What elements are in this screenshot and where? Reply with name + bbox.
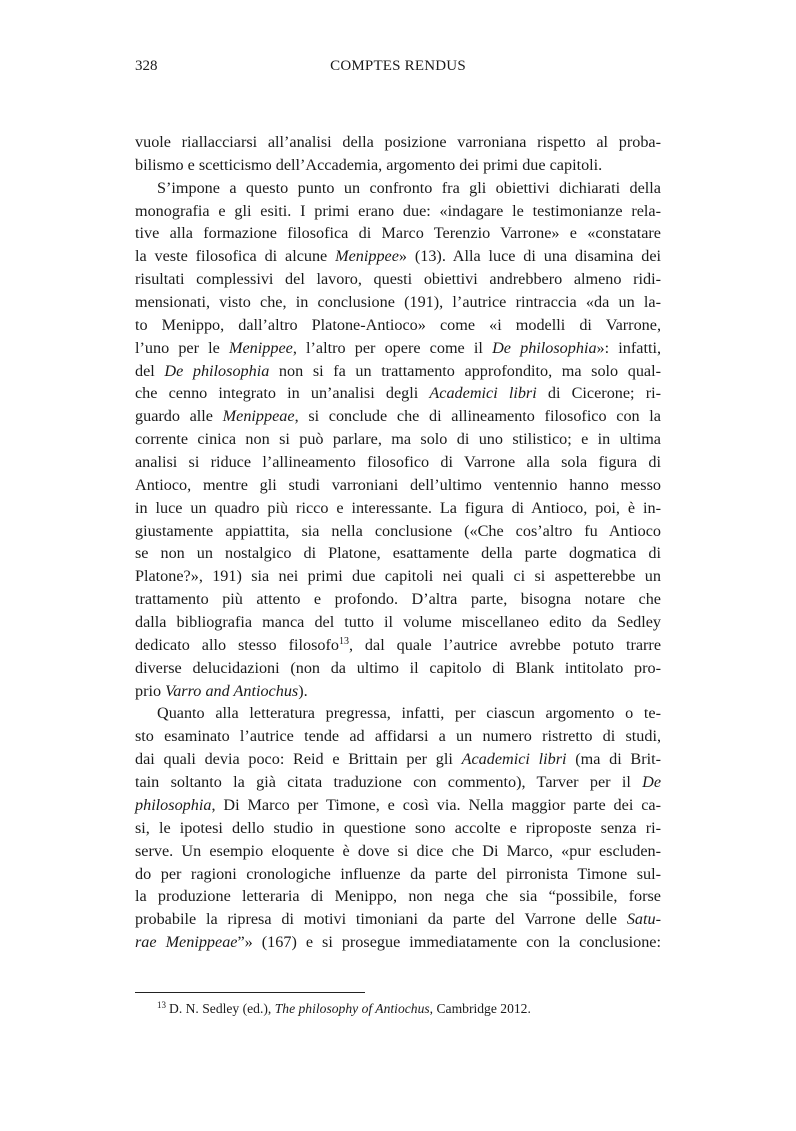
text-run: giustamente appiattita, sia nella conclusione («Che cos’altro fu Antioco — [135, 521, 661, 540]
text-run: corrente cinica non si può parlare, ma solo di uno stilistico; e in ultima — [135, 430, 661, 449]
footnote-title: The philosophy of Antiochus — [274, 1001, 430, 1016]
text-line — [135, 634, 661, 657]
text-run: ). — [298, 681, 308, 700]
italic-run: rae Menippeae — [135, 933, 238, 952]
text-run: , dal quale l’autrice avrebbe potuto trarre — [348, 635, 662, 654]
text-run: probabile la ripresa di motivi timoniani da parte del Varrone delle — [135, 910, 627, 929]
text-line — [135, 337, 661, 360]
footnote-number: 13 — [157, 1000, 166, 1010]
text-run: , si conclude che di allineamento filosofico con la — [294, 407, 661, 426]
text-line — [135, 131, 661, 154]
text-run: tive alla formazione filosofica di Marco Terenzio Varrone» e «constatare — [135, 224, 661, 243]
text-run: guardo alle — [135, 407, 223, 426]
text-line — [135, 885, 661, 908]
text-run: , Di Marco per Timone, e così via. Nella maggior parte dei ca- — [211, 795, 661, 814]
italic-run: Academici libri — [461, 750, 567, 769]
text-run: dedicato allo stesso filosofo — [135, 635, 339, 654]
text-line — [135, 314, 661, 337]
text-run: vuole riallacciarsi all’analisi della posizione varroniana rispetto al proba- — [135, 133, 661, 151]
text-run: si, le ipotesi dello studio in questione sono accolte e riproposte senza ri- — [135, 818, 661, 837]
text-line — [135, 200, 661, 223]
text-run: do per ragioni cronologiche influenze da parte del pirronista Timone sul- — [135, 864, 661, 883]
text-line — [135, 428, 661, 451]
italic-run: Academici libri — [429, 384, 537, 403]
text-run: Platone?», 191) sia nei primi due capitoli nei quali ci si aspetterebbe un — [135, 567, 661, 586]
text-run: »: infatti, — [596, 338, 662, 357]
text-run: di Cicerone; ri- — [536, 384, 661, 403]
page-number: 328 — [135, 58, 158, 74]
text-line — [135, 725, 661, 748]
text-run: monografia e gli esiti. I primi erano due: «indagare le testimonianze rela- — [135, 201, 661, 220]
text-run: Antioco, mentre gli studi varroniani dell’ultimo ventennio hanno messo — [135, 475, 661, 494]
text-line — [135, 771, 661, 794]
text-line — [135, 222, 661, 245]
text-run: diverse delucidazioni (non da ultimo il capitolo di Blank intitolato pro- — [135, 658, 661, 677]
text-run: la veste filosofica di alcune — [135, 247, 336, 266]
text-line — [135, 931, 661, 954]
text-line — [135, 474, 661, 497]
text-run: » (13). Alla luce di una disamina dei — [398, 247, 662, 266]
text-run: dai quali devia poco: Reid e Brittain per gli — [135, 750, 462, 769]
footnote-ref: 13 — [338, 635, 349, 647]
text-line — [135, 565, 661, 588]
text-line — [135, 291, 661, 314]
text-line — [135, 680, 661, 703]
footnote — [157, 1001, 531, 1017]
italic-run: Menippee — [335, 247, 399, 266]
text-run: prio — [135, 681, 166, 700]
italic-run: De — [642, 773, 661, 792]
text-run: in luce un quadro più ricco e interessante. La figura di Antioco, poi, è in- — [135, 498, 661, 517]
italic-run: De philosophia — [164, 361, 270, 380]
text-line — [135, 451, 661, 474]
text-run: (ma di Brit- — [566, 750, 661, 769]
text-run: che cenno integrato in un’analisi degli — [135, 384, 430, 403]
text-line — [135, 405, 661, 428]
italic-run: Varro and Antiochus — [165, 681, 299, 700]
text-run: dalla bibliografia manca del tutto il volume miscellaneo edito da Sedley — [135, 613, 661, 632]
text-run: to Menippo, dall’altro Platone-Antioco» come «i modelli di Varrone, — [135, 315, 661, 334]
text-run: risultati complessivi del lavoro, questi obiettivi andrebbero almeno ridi- — [135, 270, 661, 289]
text-line — [135, 657, 661, 680]
text-line — [135, 611, 661, 634]
text-run: sto esaminato l’autrice tende ad affidarsi a un numero ristretto di studi, — [135, 727, 661, 746]
running-title: COMPTES RENDUS — [330, 58, 466, 74]
text-run: se non un nostalgico di Platone, esattamente della parte dogmatica di — [135, 544, 661, 563]
text-run: la produzione letteraria di Menippo, non nega che sia “possibile, forse — [135, 887, 661, 906]
text-line — [135, 817, 661, 840]
text-line — [135, 702, 661, 725]
text-line — [135, 588, 661, 611]
text-run: S’impone a questo punto un confronto fra gli obiettivi dichiarati della — [157, 178, 661, 197]
text-run: ”» (167) e si prosegue immediatamente con la conclusione: — [237, 933, 661, 952]
footnote-text: D. N. Sedley (ed.), — [169, 1001, 275, 1016]
text-line — [135, 497, 661, 520]
text-run: tain soltanto la già citata traduzione con commento), Tarver per il — [135, 773, 643, 792]
text-run: mensionati, visto che, in conclusione (191), l’autrice rintraccia «da un la- — [135, 293, 661, 312]
text-run: Quanto alla letteratura pregressa, infatti, per ciascun argomento o te- — [157, 704, 661, 723]
text-run: l’uno per le — [135, 338, 229, 357]
text-line — [135, 794, 661, 817]
text-line — [135, 908, 661, 931]
text-line — [135, 542, 661, 565]
italic-run: Menippeae — [222, 407, 295, 426]
text-line — [135, 177, 661, 200]
italic-run: De philosophia — [492, 338, 597, 357]
text-line — [135, 245, 661, 268]
text-run: bilismo e scetticismo dell’Accademia, argomento dei primi due capitoli. — [135, 155, 603, 174]
text-line — [135, 748, 661, 771]
text-line — [135, 863, 661, 886]
italic-run: Satu- — [626, 910, 661, 929]
text-line — [135, 154, 661, 177]
text-run: analisi si riduce l’allineamento filosofico di Varrone alla sola figura di — [135, 453, 661, 472]
body-text — [135, 131, 661, 954]
text-line — [135, 360, 661, 383]
italic-run: philosophia — [135, 795, 212, 814]
text-run: , l’altro per opere come il — [292, 338, 493, 357]
text-line — [135, 520, 661, 543]
text-line — [135, 268, 661, 291]
footnote-divider — [135, 992, 365, 993]
text-run: non si fa un trattamento approfondito, ma solo qual- — [269, 361, 662, 380]
text-line — [135, 382, 661, 405]
footnote-text-end: , Cambridge 2012. — [429, 1001, 531, 1016]
italic-run: Menippee — [229, 338, 293, 357]
text-run: trattamento più attento e profondo. D’altra parte, bisogna notare che — [135, 590, 661, 609]
text-run: serve. Un esempio eloquente è dove si dice che Di Marco, «pur escluden- — [135, 841, 661, 860]
text-run: del — [135, 361, 165, 380]
text-line — [135, 840, 661, 863]
